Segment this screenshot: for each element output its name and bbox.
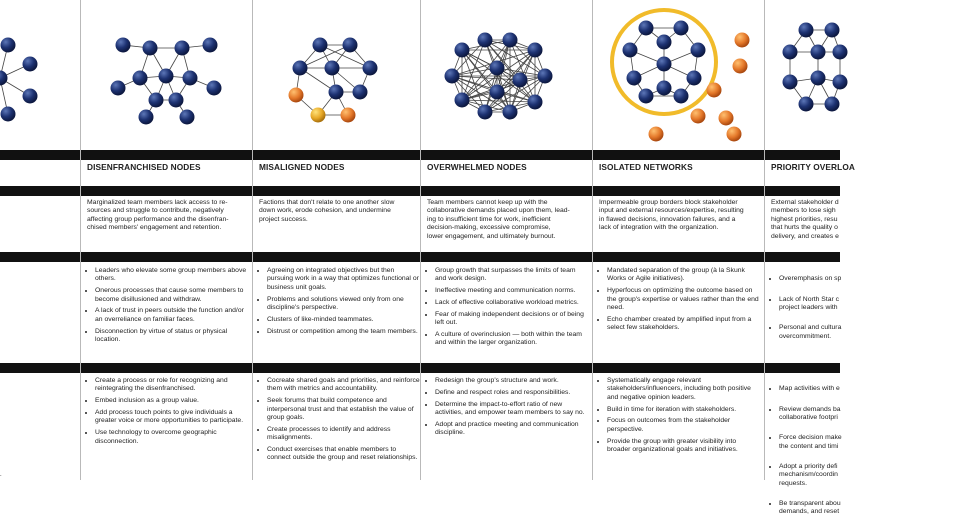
action-item: • Determine the impact-to-effort ratio of new activities, and empower team members to say no. <box>435 401 588 418</box>
driver-item: • Lack of North Star c project leaders with <box>779 296 932 313</box>
column-title: MISALIGNED NODES <box>259 162 345 172</box>
column-title: DISENFRANCHISED NODES <box>87 162 201 172</box>
driver-item: • Problems and solutions viewed only from one discipline's perspective. <box>267 296 420 313</box>
action-item: • Redesign the group's structure and work. <box>435 377 588 385</box>
driver-item: • Leaders who elevate some group members above others. <box>95 267 248 284</box>
action-item: • Embed inclusion as a group value. <box>95 397 248 405</box>
actions-list <box>421 377 588 441</box>
action-item: • Be transparent abou demands, and reset <box>779 500 932 517</box>
driver-item: • Disconnection by virtue of status or physical location. <box>95 328 248 345</box>
driver-item <box>0 267 90 275</box>
drivers-list <box>421 267 588 351</box>
driver-item: • Lack of effective collaborative workload metrics. <box>435 299 588 307</box>
column-disenfranchised-nodes <box>80 0 252 480</box>
column-isolated-networks <box>592 0 764 480</box>
action-item: • Create processes to identify and address misalignments. <box>267 426 420 443</box>
actions-list <box>765 377 932 528</box>
action-item <box>0 451 90 459</box>
action-item <box>0 471 90 479</box>
column-misaligned-nodes <box>252 0 424 480</box>
action-item: • Conduct exercises that enable members to connect outside the group and reset relationships. <box>267 446 420 463</box>
actions-list <box>253 377 420 466</box>
column-priority-overload <box>764 0 936 516</box>
action-item: • Build in time for iteration with stakeholders. <box>607 406 760 414</box>
driver-item: • Group growth that surpasses the limits of team and work design. <box>435 267 588 284</box>
driver-item: • A culture of overinclusion — both within the team and within the larger organization. <box>435 331 588 348</box>
action-item: • Focus on outcomes from the stakeholder perspective. <box>607 417 760 434</box>
driver-item: • Distrust or competition among the team members. <box>267 328 420 336</box>
action-item: • Provide the group with greater visibility into broader organizational goals and initiatives. <box>607 438 760 455</box>
column-title: ISOLATED NETWORKS <box>599 162 693 172</box>
column-title: OVERWHELMED NODES <box>427 162 527 172</box>
driver-item <box>0 291 90 299</box>
drivers-list <box>765 267 932 353</box>
column-overwhelmed-nodes <box>420 0 592 480</box>
action-item: • Adopt and practice meeting and communication discipline. <box>435 421 588 438</box>
action-item: • Cocreate shared goals and priorities, and reinforce them with metrics and accountability. <box>267 377 420 394</box>
column-description <box>0 199 90 224</box>
action-item <box>0 491 90 499</box>
driver-item: • Echo chamber created by amplified input from a select few stakeholders. <box>607 316 760 333</box>
action-item <box>0 422 90 439</box>
driver-item <box>0 279 90 287</box>
drivers-list <box>0 267 90 302</box>
action-item: • Create a process or role for recognizing and reintegrating the disenfranchised. <box>95 377 248 394</box>
driver-item: • Personal and cultura overcommitment. <box>779 324 932 341</box>
drivers-list <box>593 267 760 336</box>
action-item: • Systematically engage relevant stakeholders/influencers, including both positive and negative opinion leaders. <box>607 377 760 402</box>
column-description: Factions that don't relate to one another slow down work, erode cohesion, and undermine project success. <box>259 199 395 223</box>
action-item: • Define and respect roles and responsibilities. <box>435 389 588 397</box>
drivers-list <box>81 267 248 348</box>
action-item: • Use technology to overcome geographic disconnection. <box>95 429 248 446</box>
action-item: • Adopt a priority defi mechanism/coordin requests. <box>779 463 932 488</box>
action-item: • Force decision make the content and timi <box>779 434 932 451</box>
actions-list <box>0 377 90 512</box>
driver-item: • Hyperfocus on optimizing the outcome based on the group's expertise or values rather than the end need. <box>607 287 760 312</box>
driver-item: • Onerous processes that cause some members to become disillusioned and withdraw. <box>95 287 248 304</box>
driver-item: • Agreeing on integrated objectives but then pursuing work in a way that optimizes functional or business unit goals. <box>267 267 420 292</box>
driver-item: • Mandated separation of the group (à la Skunk Works or Agile initiatives). <box>607 267 760 284</box>
driver-item: • Ineffective meeting and communication norms. <box>435 287 588 295</box>
column-description: External stakeholder d members to lose sigh highest priorities, resu that hurts the quality o delivery, and creates e <box>771 199 839 240</box>
action-item: • Seek forums that build competence and interpersonal trust and that establish the value of group goals. <box>267 397 420 422</box>
drivers-list <box>253 267 420 339</box>
column-description: Team members cannot keep up with the collaborative demands placed upon them, lead- ing to insufficient time for work, inefficient decision-making, excessive compromise, lower engagement, and ultimately burnout. <box>427 199 570 240</box>
driver-item: • Overemphasis on sp <box>779 275 932 283</box>
action-item: • Add process touch points to give individuals a greater voice or more opportunities to participate. <box>95 409 248 426</box>
column-title: PRIORITY OVERLOA <box>771 162 855 172</box>
actions-list <box>81 377 248 449</box>
column-description: Impermeable group borders block stakeholder input and external resources/expertise, resulting in flawed decisions, innovation failures, and a lack of integration with the organization. <box>599 199 744 232</box>
action-item: • Review demands ba collaborative footpri <box>779 406 932 423</box>
action-item <box>0 385 90 410</box>
actions-list <box>593 377 760 458</box>
column-description: Marginalized team members lack access to re- sources and struggle to contribute, negatively affecting group performance and the disenfran- chised members' engagement and retention. <box>87 199 229 232</box>
driver-item: • Fear of making independent decisions or of being left out. <box>435 311 588 328</box>
driver-item: • Clusters of like-minded teammates. <box>267 316 420 324</box>
driver-item: • A lack of trust in peers outside the function and/or an overreliance on familiar faces. <box>95 307 248 324</box>
action-item: • Map activities with e <box>779 385 932 393</box>
